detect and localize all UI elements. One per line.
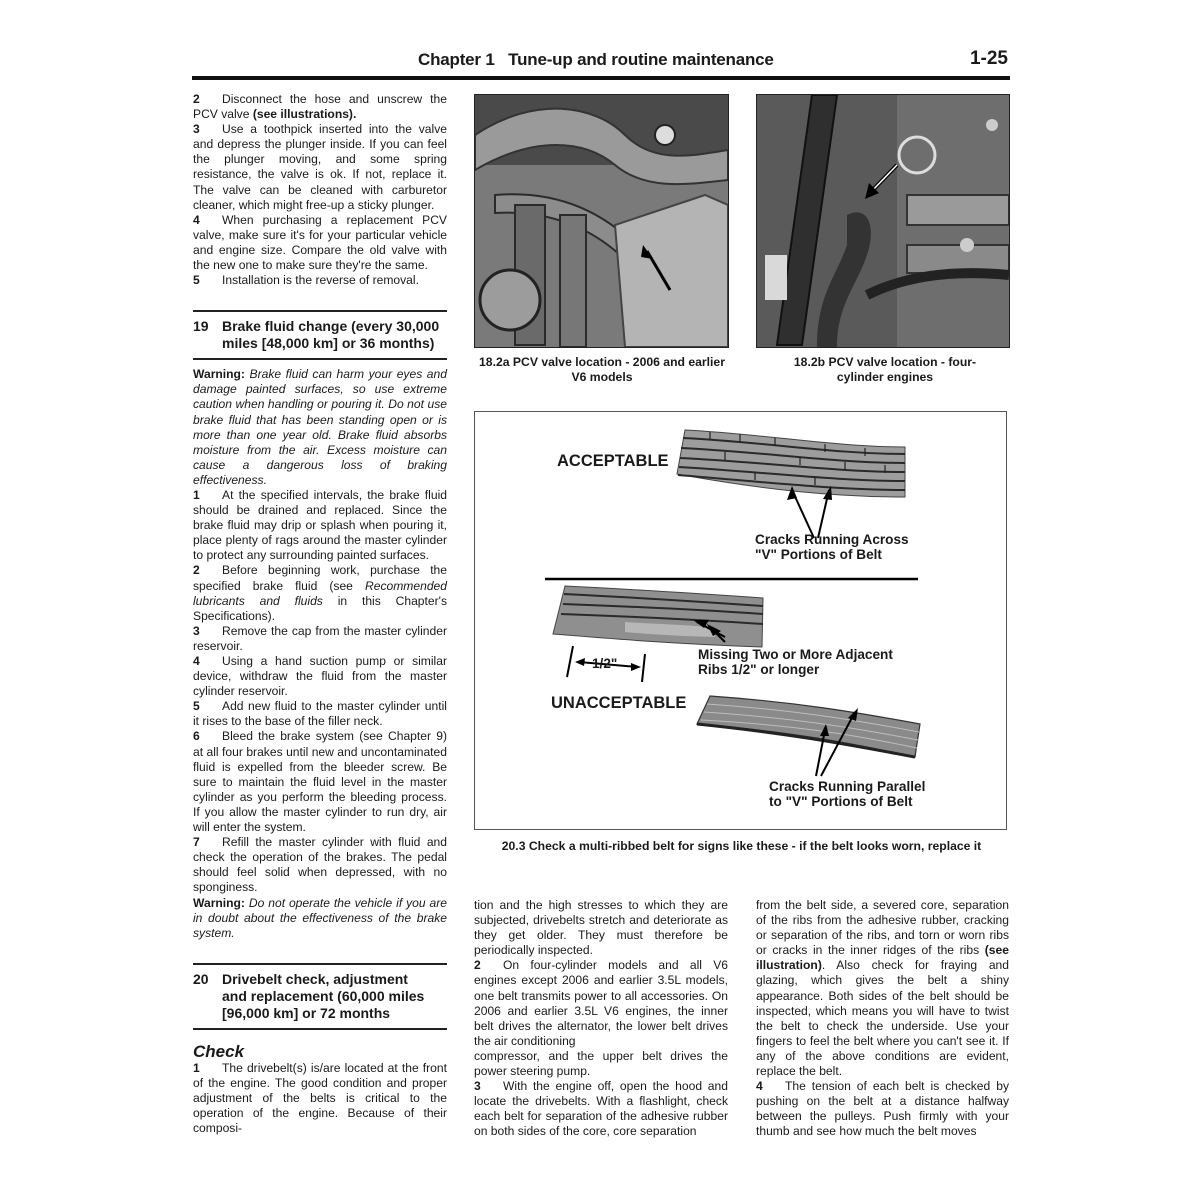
unacceptable-label: UNACCEPTABLE — [551, 694, 687, 712]
caption-20-3: 20.3 Check a multi-ribbed belt for signs like these - if the belt looks worn, replace it — [501, 839, 982, 853]
warning-note: Warning: Brake fluid can harm your eyes and damage painted surfaces, so use extreme caution when handling or pouring it. Do not use brake fluid that has been standing open or is more than one year old. Brake fluid absorbs moisture from the air. Excess moisture can cause a dangerous loss of braking effectiveness. — [193, 367, 447, 487]
drivebelt-step-2-cont: compressor, and the upper belt drives the power steering pump. — [474, 1048, 728, 1079]
column-right — [756, 898, 1009, 1140]
section-19-heading: 19 Brake fluid change (every 30,000 miles [48,000 km] or 36 months) — [193, 318, 440, 352]
illustration-ref: (see illustration) — [756, 943, 1009, 973]
brake-step-1: 1 At the specified intervals, the brake fluid should be drained and replaced. Since the brake fluid may drip or splash when pouring it, place plenty of rags around the master cylinder to protect any surrounding painted surfaces. — [193, 487, 447, 563]
acceptable-label: ACCEPTABLE — [557, 452, 669, 470]
brake-step-5: 5 Add new fluid to the master cylinder until it rises to the base of the filler neck. — [193, 699, 447, 729]
drivebelt-step-1: 1 The drivebelt(s) is/are located at the front of the engine. The good condition and proper adjustment of the belts is critical to the operation of the engine. Because of their composi- — [193, 1060, 447, 1136]
missing-ribs-belt — [553, 586, 763, 647]
drivebelt-step-4: 4 The tension of each belt is checked by pushing on the belt at a distance halfway between the pulleys. Push firmly with your thumb and see how much the belt moves — [756, 1079, 1009, 1139]
brake-step-6: 6 Bleed the brake system (see Chapter 9) at all four brakes until new and uncontaminated fluid is expelled from the bleeder screw. Be sure to maintain the fluid level in the master cylinder as you perform the bleeding process. If you allow the master cylinder to run dry, air will enter the system. — [193, 729, 447, 835]
drivebelt-continued: tion and the high stresses to which they are subjected, drivebelts stretch and deteriorate as they get older. They must therefore be periodically inspected. — [474, 898, 728, 958]
pcv-step-5: 5 Installation is the reverse of removal. — [193, 273, 419, 288]
belt-inspection-text: from the belt side, a severed core, separation of the ribs from the adhesive rubber, cracking or separation of the ribs, and torn or worn ribs or cracks in the inner ridges of the ribs (see illustration). Also check for fraying and glazing, which gives the belt a shiny appearance. Both sides of the belt should be inspected, which means you will have to twist the belt to check the underside. Use your fingers to feel the belt where you can't see it. If any of the above conditions are evident, replace the belt. — [756, 898, 1009, 1079]
brake-step-4: 4 Using a hand suction pump or similar device, withdraw the fluid from the master cylinder reservoir. — [193, 654, 447, 699]
belt-diagram-icon — [475, 412, 1006, 829]
reference-link: Recommended lubricants and fluids — [193, 578, 447, 608]
header-rule — [192, 76, 1010, 80]
belt-condition-figure — [474, 411, 1007, 830]
warning-note-2: Warning: Do not operate the vehicle if you are in doubt about the effectiveness of the brake system. — [193, 895, 447, 940]
photo-pcv-valve-v6 — [474, 94, 729, 348]
missing-ribs-note: Missing Two or More Adjacent Ribs 1/2" or longer — [698, 647, 893, 677]
chapter-title: Chapter 1 Tune-up and routine maintenance — [418, 50, 774, 69]
cracks-parallel-note: Cracks Running Parallel to "V" Portions of Belt — [769, 779, 926, 809]
check-subheading: Check — [193, 1041, 245, 1061]
page-number: 1-25 — [969, 48, 1008, 69]
brake-step-3: 3 Remove the cap from the master cylinder reservoir. — [193, 623, 447, 653]
drivebelt-step-2: 2 On four-cylinder models and all V6 engines except 2006 and earlier 3.5L models, one belt transmits power to all accessories. On 2006 and earlier 3.5L V6 engines, the inner belt drives the alternator, the lower belt drives the air conditioning — [474, 958, 728, 1048]
caption-18-2a: 18.2a PCV valve location - 2006 and earlier V6 models — [479, 355, 725, 384]
pcv-step-4: 4 When purchasing a replacement PCV valve, make sure it's for your particular vehicle and engine size. Compare the old valve with the new one to make sure they're the same. — [193, 212, 447, 273]
acceptable-belt — [677, 430, 905, 497]
brake-step-7: 7 Refill the master cylinder with fluid and check the operation of the brakes. The pedal should feel solid when depressed, with no sponginess. — [193, 835, 447, 895]
pcv-step-2: 2 Disconnect the hose and unscrew the PCV valve (see illustrations). — [193, 92, 447, 122]
pcv-step-3: 3 Use a toothpick inserted into the valve and depress the plunger inside. If you can feel the plunger moving, and some spring resistance, the valve is ok. If not, replace it. The valve can be cleaned with carburetor cleaner, which might free-up a sticky plunger. — [193, 122, 447, 212]
illustration-ref: (see illustrations). — [252, 107, 357, 122]
cracks-across-note: Cracks Running Across "V" Portions of Belt — [755, 532, 909, 562]
measure-half-inch: 1/2" — [592, 656, 618, 671]
caption-18-2b: 18.2b PCV valve location - four-cylinder engines — [793, 355, 977, 384]
drivebelt-step-3: 3 With the engine off, open the hood and locate the drivebelts. With a flashlight, check each belt for separation of the adhesive rubber on both sides of the core, core separation — [474, 1079, 728, 1139]
photo-pcv-valve-four-cylinder — [756, 94, 1010, 348]
unacceptable-belt — [697, 696, 920, 757]
brake-step-2: 2 Before beginning work, purchase the specified brake fluid (see Recommended lubricants and fluids in this Chapter's Specifications). — [193, 563, 447, 623]
engine-photo-icon — [757, 95, 1009, 347]
column-middle — [474, 898, 728, 1140]
engine-photo-icon — [475, 95, 728, 347]
column-left — [193, 92, 447, 1136]
section-20-heading: 20 Drivebelt check, adjustment and replacement (60,000 miles [96,000 km] or 72 months — [193, 970, 425, 1021]
